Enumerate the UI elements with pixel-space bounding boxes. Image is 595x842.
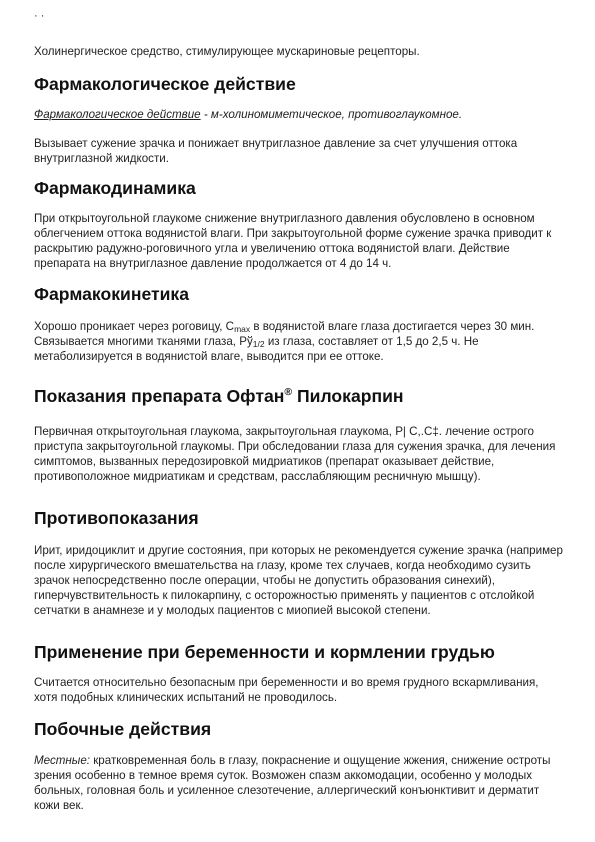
heading-contraindications: Противопоказания [34, 508, 199, 528]
side-effects-text: кратковременная боль в глазу, покраснение и ощущение жжения, снижение остроты зрения особенно в темное время суток. Возможен спазм аккомодации, особенно у молодых больных, головная боль и усиленное слезотечение, аллергический конъюнктивит и дерматит кожи век. [34, 754, 551, 812]
pregnancy-paragraph: Считается относительно безопасным при беременности и во время грудного вскармливания, хотя подобных клинических испытаний не проводилось. [34, 676, 539, 704]
cmax-subscript: max [234, 324, 251, 334]
pharm-action-lead [34, 107, 564, 122]
half-life-subscript: 1/2 [252, 339, 265, 349]
registered-mark: ® [284, 386, 293, 398]
intro-paragraph: Холинергическое средство, стимулирующее мускариновые рецепторы. [34, 45, 420, 58]
pharm-action-lead-label: Фармакологическое действие [34, 108, 201, 121]
heading-pharmacological-action: Фармакологическое действие [34, 74, 296, 94]
pharmacokinetics-paragraph [34, 319, 564, 364]
pharm-action-paragraph: Вызывает сужение зрачка и понижает внутриглазное давление за счет улучшения оттока внутриглазной жидкости. [34, 137, 518, 165]
heading-pharmacodynamics: Фармакодинамика [34, 178, 196, 198]
pharmacokinetics-text-2: в водянистой влаге глаза достигается через 30 мин. Связывается многими тканями глаза, Рў [34, 320, 535, 348]
contraindications-paragraph: Ирит, иридоциклит и другие состояния, при которых не рекомендуется сужение зрачка (например после хирургического вмешательства на глазу, кроме тех случаев, когда необходимо сузить зрачок непосредственно после операции, чтобы не допустить образования синехий), гиперчувствительность к пилокарпину, с осторожностью применять у пациентов с отслойкой сетчатки в анамнезе и у молодых пациентов с миопией высокой степени. [34, 544, 563, 617]
pharm-action-lead-text: - м-холиномиметическое, противоглаукомное. [200, 108, 463, 121]
pharmacokinetics-text-3: из глаза, составляет от 1,5 до 2,5 ч. Не метаболизируется в водянистой влаге, выводится при ее оттоке. [34, 335, 479, 363]
indications-paragraph: Первичная открытоугольная глаукома, закрытоугольная глаукома, Р| С,.С‡. лечение острого приступа закрытоугольной глаукомы. При обследовании глаза для сужения зрачка, для лечения симптомов, вызванных передозировкой мидриатиков (препарат оказывает действие, противоположное мидриатикам и средствам, расслабляющим ресничную мышцу). [34, 425, 556, 483]
side-effects-lead-label: Местные: [34, 754, 91, 767]
document-page [34, 0, 564, 842]
pharmacokinetics-text-1: Хорошо проникает через роговицу, C [34, 320, 235, 333]
heading-side-effects: Побочные действия [34, 719, 212, 739]
heading-pregnancy: Применение при беременности и кормлении грудью [34, 642, 495, 662]
indications-heading-suffix: Пилокарпин [292, 386, 404, 406]
side-effects-paragraph [34, 753, 564, 813]
indications-heading-text: Показания препарата Офтан [34, 386, 285, 406]
cut-off-text-fragment: · · [34, 13, 45, 19]
pharmacodynamics-paragraph: При открытоугольной глаукоме снижение внутриглазного давления обусловлено в основном облегчением оттока водянистой влаги. При закрытоугольной форме сужение зрачка приводит к раскрытию радужно-роговичного угла и увеличению оттока водянистой влаги. Действие препарата на внутриглазное давление продолжается от 4 до 14 ч. [34, 212, 552, 270]
heading-indications [34, 385, 574, 407]
heading-pharmacokinetics: Фармакокинетика [34, 284, 190, 304]
